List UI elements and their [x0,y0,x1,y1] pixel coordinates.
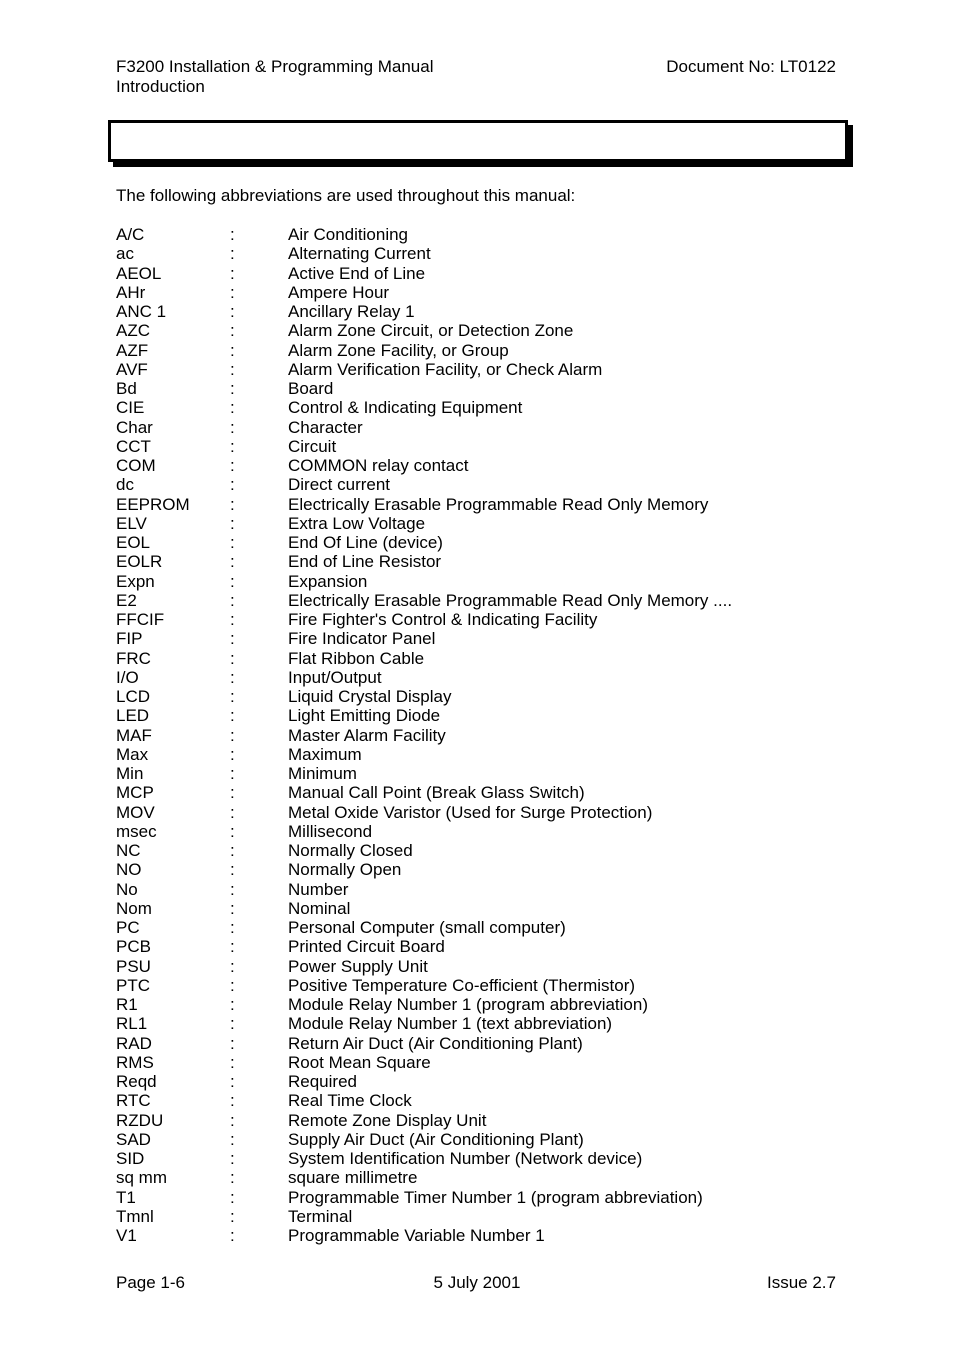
separator-colon: : [230,513,235,533]
abbreviation-meaning: Power Supply Unit [288,956,428,976]
abbreviation-meaning: Required [288,1072,357,1091]
abbreviation-meaning: Alarm Verification Facility, or Check Alarm [288,359,603,379]
abbreviation-term: RAD [116,1033,152,1053]
abbreviation-row [116,1130,836,1149]
abbreviation-row [116,841,836,860]
abbreviation-row [116,552,836,571]
abbreviation-row [116,668,836,687]
abbreviation-meaning: Input/Output [288,667,382,687]
issue-number: Issue 2.7 [767,1273,836,1292]
document-number: Document No: LT0122 [666,57,836,76]
separator-colon: : [230,1206,235,1226]
abbreviation-term: V1 [116,1226,137,1245]
section-name: Introduction [116,77,205,96]
abbreviation-row [116,1188,836,1207]
abbreviation-row [116,610,836,629]
abbreviation-term: Reqd [116,1072,157,1091]
abbreviation-meaning: Electrically Erasable Programmable Read Only Memory [288,494,709,514]
separator-colon: : [230,1014,235,1034]
abbreviation-meaning: Ancillary Relay 1 [288,302,415,321]
abbreviation-meaning: Fire Fighter's Control & Indicating Facility [288,610,598,629]
abbreviation-term: Max [116,744,149,764]
abbreviation-term: Nom [116,898,152,918]
abbreviation-row [116,1168,836,1187]
abbreviation-meaning: Module Relay Number 1 (program abbreviation) [288,995,648,1014]
separator-colon: : [230,725,235,745]
abbreviation-meaning: Alarm Zone Facility, or Group [288,340,509,360]
abbreviation-row [116,1072,836,1091]
separator-colon: : [230,802,235,822]
separator-colon: : [230,359,235,379]
abbreviation-row [116,225,836,244]
separator-colon: : [230,879,235,899]
abbreviation-meaning: Normally Open [288,860,402,880]
abbreviation-term: NC [116,841,141,860]
separator-colon: : [230,1091,235,1111]
abbreviation-meaning: Programmable Timer Number 1 (program abbreviation) [288,1187,703,1207]
abbreviation-term: RTC [116,1091,151,1111]
abbreviation-term: CIE [116,398,145,418]
abbreviation-term: R1 [116,995,138,1014]
abbreviation-meaning: Character [288,417,363,437]
abbreviation-row [116,918,836,937]
separator-colon: : [230,475,235,495]
abbreviation-row [116,475,836,494]
abbreviation-meaning: Return Air Duct (Air Conditioning Plant) [288,1033,583,1053]
separator-colon: : [230,379,235,398]
abbreviation-row [116,302,836,321]
abbreviation-meaning: Nominal [288,898,351,918]
abbreviation-term: A/C [116,225,145,244]
separator-colon: : [230,552,235,572]
abbreviation-row [116,860,836,879]
abbreviation-term: sq mm [116,1168,167,1188]
abbreviation-term: No [116,879,138,899]
abbreviation-meaning: Manual Call Point (Break Glass Switch) [288,783,585,803]
abbreviation-term: FRC [116,648,151,668]
abbreviation-row [116,437,836,456]
separator-colon: : [230,533,235,552]
abbreviation-term: MCP [116,783,154,803]
separator-colon: : [230,783,235,803]
separator-colon: : [230,667,235,687]
abbreviation-meaning: Maximum [288,744,362,764]
abbreviation-term: Bd [116,379,137,398]
abbreviation-row [116,629,836,648]
separator-colon: : [230,282,235,302]
abbreviation-term: SAD [116,1129,151,1149]
abbreviation-row [116,706,836,725]
abbreviation-term: PSU [116,956,151,976]
abbreviation-term: FIP [116,629,143,649]
separator-colon: : [230,571,235,591]
separator-colon: : [230,706,235,726]
abbreviation-term: msec [116,821,157,841]
abbreviation-row [116,398,836,417]
abbreviation-meaning: Control & Indicating Equipment [288,398,523,418]
abbreviation-term: Char [116,417,153,437]
abbreviation-row [116,514,836,533]
abbreviation-row [116,360,836,379]
abbreviation-row [116,244,836,263]
abbreviation-row [116,1014,836,1033]
separator-colon: : [230,956,235,976]
abbreviation-term: MAF [116,725,152,745]
abbreviation-meaning: Extra Low Voltage [288,513,426,533]
abbreviation-row [116,1111,836,1130]
abbreviation-term: AVF [116,359,148,379]
abbreviation-row [116,418,836,437]
abbreviation-term: Min [116,764,144,783]
abbreviation-row [116,1207,836,1226]
abbreviation-meaning: Alarm Zone Circuit, or Detection Zone [288,321,574,341]
abbreviation-row [116,1034,836,1053]
abbreviation-meaning: Positive Temperature Co-efficient (Thermistor) [288,975,636,995]
abbreviation-list [116,225,836,1245]
separator-colon: : [230,937,235,957]
separator-colon: : [230,764,235,783]
abbreviation-term: EEPROM [116,494,190,514]
abbreviation-term: AHr [116,282,146,302]
separator-colon: : [230,975,235,995]
abbreviation-meaning: Programmable Variable Number 1 [288,1226,545,1245]
abbreviation-row [116,1091,836,1110]
abbreviation-term: I/O [116,667,139,687]
abbreviation-term: EOL [116,533,151,552]
abbreviation-term: SID [116,1149,145,1168]
abbreviation-term: LCD [116,687,151,706]
abbreviation-meaning: End Of Line (device) [288,533,443,552]
abbreviation-meaning: Alternating Current [288,244,431,264]
abbreviation-row [116,899,836,918]
abbreviation-meaning: Real Time Clock [288,1091,412,1111]
separator-colon: : [230,687,235,706]
separator-colon: : [230,1187,235,1207]
manual-title: F3200 Installation & Programming Manual [116,57,434,76]
abbreviation-term: COM [116,456,156,475]
abbreviation-meaning: Ampere Hour [288,282,390,302]
abbreviation-term: PC [116,918,140,937]
separator-colon: : [230,1110,235,1130]
separator-colon: : [230,321,235,341]
separator-colon: : [230,841,235,860]
intro-text: The following abbreviations are used throughout this manual: [116,186,576,205]
abbreviation-meaning: Light Emitting Diode [288,706,441,726]
separator-colon: : [230,340,235,360]
abbreviation-row [116,880,836,899]
abbreviation-row [116,822,836,841]
abbreviation-row [116,341,836,360]
separator-colon: : [230,1149,235,1168]
abbreviation-meaning: square millimetre [288,1168,418,1188]
abbreviation-meaning: Normally Closed [288,841,413,860]
abbreviation-row [116,456,836,475]
abbreviation-meaning: Fire Indicator Panel [288,629,436,649]
page-number: Page 1-6 [116,1273,185,1292]
abbreviation-row [116,976,836,995]
abbreviation-meaning: System Identification Number (Network device) [288,1149,643,1168]
abbreviation-term: ELV [116,513,147,533]
separator-colon: : [230,244,235,264]
abbreviation-meaning: Supply Air Duct (Air Conditioning Plant) [288,1129,584,1149]
abbreviation-term: PCB [116,937,151,957]
abbreviation-term: Expn [116,571,155,591]
separator-colon: : [230,1033,235,1053]
separator-colon: : [230,263,235,283]
abbreviation-row [116,533,836,552]
abbreviation-row [116,726,836,745]
abbreviation-term: FFCIF [116,610,165,629]
abbreviation-row [116,937,836,956]
abbreviation-row [116,572,836,591]
abbreviation-meaning: Direct current [288,475,391,495]
separator-colon: : [230,398,235,418]
separator-colon: : [230,417,235,437]
abbreviation-term: LED [116,706,150,726]
abbreviation-meaning: Terminal [288,1206,353,1226]
separator-colon: : [230,744,235,764]
abbreviation-row [116,591,836,610]
abbreviation-row [116,495,836,514]
abbreviation-row [116,687,836,706]
separator-colon: : [230,1226,235,1245]
abbreviation-term: RZDU [116,1110,164,1130]
abbreviation-row [116,803,836,822]
abbreviation-term: EOLR [116,552,163,572]
abbreviation-term: RL1 [116,1014,148,1034]
abbreviation-term: E2 [116,590,137,610]
abbreviation-row [116,649,836,668]
separator-colon: : [230,610,235,629]
abbreviation-term: ac [116,244,134,264]
abbreviation-meaning: Module Relay Number 1 (text abbreviation) [288,1014,613,1034]
section-title-box [108,120,848,162]
abbreviation-term: CCT [116,436,151,456]
separator-colon: : [230,1168,235,1188]
separator-colon: : [230,995,235,1014]
abbreviation-term: T1 [116,1187,136,1207]
abbreviation-term: Tmnl [116,1206,154,1226]
separator-colon: : [230,590,235,610]
abbreviation-meaning: Metal Oxide Varistor (Used for Surge Protection) [288,802,653,822]
abbreviation-meaning: Printed Circuit Board [288,937,445,957]
abbreviation-row [116,783,836,802]
separator-colon: : [230,302,235,321]
abbreviation-term: PTC [116,975,150,995]
document-header-left [116,57,434,97]
separator-colon: : [230,225,235,244]
separator-colon: : [230,1052,235,1072]
abbreviation-row [116,995,836,1014]
abbreviation-row [116,957,836,976]
abbreviation-meaning: Remote Zone Display Unit [288,1110,487,1130]
separator-colon: : [230,648,235,668]
separator-colon: : [230,629,235,649]
separator-colon: : [230,821,235,841]
separator-colon: : [230,456,235,475]
footer-date: 5 July 2001 [433,1273,521,1292]
separator-colon: : [230,860,235,880]
abbreviation-meaning: Electrically Erasable Programmable Read Only Memory .... [288,590,733,610]
abbreviation-meaning: Personal Computer (small computer) [288,918,566,937]
abbreviation-row [116,1149,836,1168]
abbreviation-meaning: Flat Ribbon Cable [288,648,425,668]
abbreviation-row [116,1053,836,1072]
abbreviation-meaning: COMMON relay contact [288,456,469,475]
abbreviation-term: MOV [116,802,155,822]
separator-colon: : [230,1072,235,1091]
separator-colon: : [230,898,235,918]
abbreviation-meaning: Minimum [288,764,357,783]
abbreviation-row [116,764,836,783]
abbreviation-meaning: Circuit [288,436,337,456]
abbreviation-row [116,1226,836,1245]
abbreviation-row [116,321,836,340]
abbreviation-term: ANC 1 [116,302,167,321]
abbreviation-meaning: Root Mean Square [288,1052,431,1072]
abbreviation-meaning: Board [288,379,334,398]
abbreviation-term: RMS [116,1052,154,1072]
abbreviation-row [116,264,836,283]
abbreviation-meaning: Air Conditioning [288,225,409,244]
abbreviation-meaning: Active End of Line [288,263,426,283]
abbreviation-row [116,379,836,398]
separator-colon: : [230,436,235,456]
separator-colon: : [230,918,235,937]
abbreviation-meaning: Master Alarm Facility [288,725,446,745]
abbreviation-term: AZF [116,340,149,360]
abbreviation-term: NO [116,860,142,880]
abbreviation-meaning: End of Line Resistor [288,552,442,572]
abbreviation-meaning: Millisecond [288,821,373,841]
abbreviation-term: AZC [116,321,150,341]
abbreviation-term: AEOL [116,263,162,283]
abbreviation-row [116,283,836,302]
abbreviation-meaning: Expansion [288,571,368,591]
separator-colon: : [230,1129,235,1149]
abbreviation-meaning: Liquid Crystal Display [288,687,452,706]
abbreviation-meaning: Number [288,879,349,899]
abbreviation-row [116,745,836,764]
abbreviation-term: dc [116,475,134,495]
separator-colon: : [230,494,235,514]
